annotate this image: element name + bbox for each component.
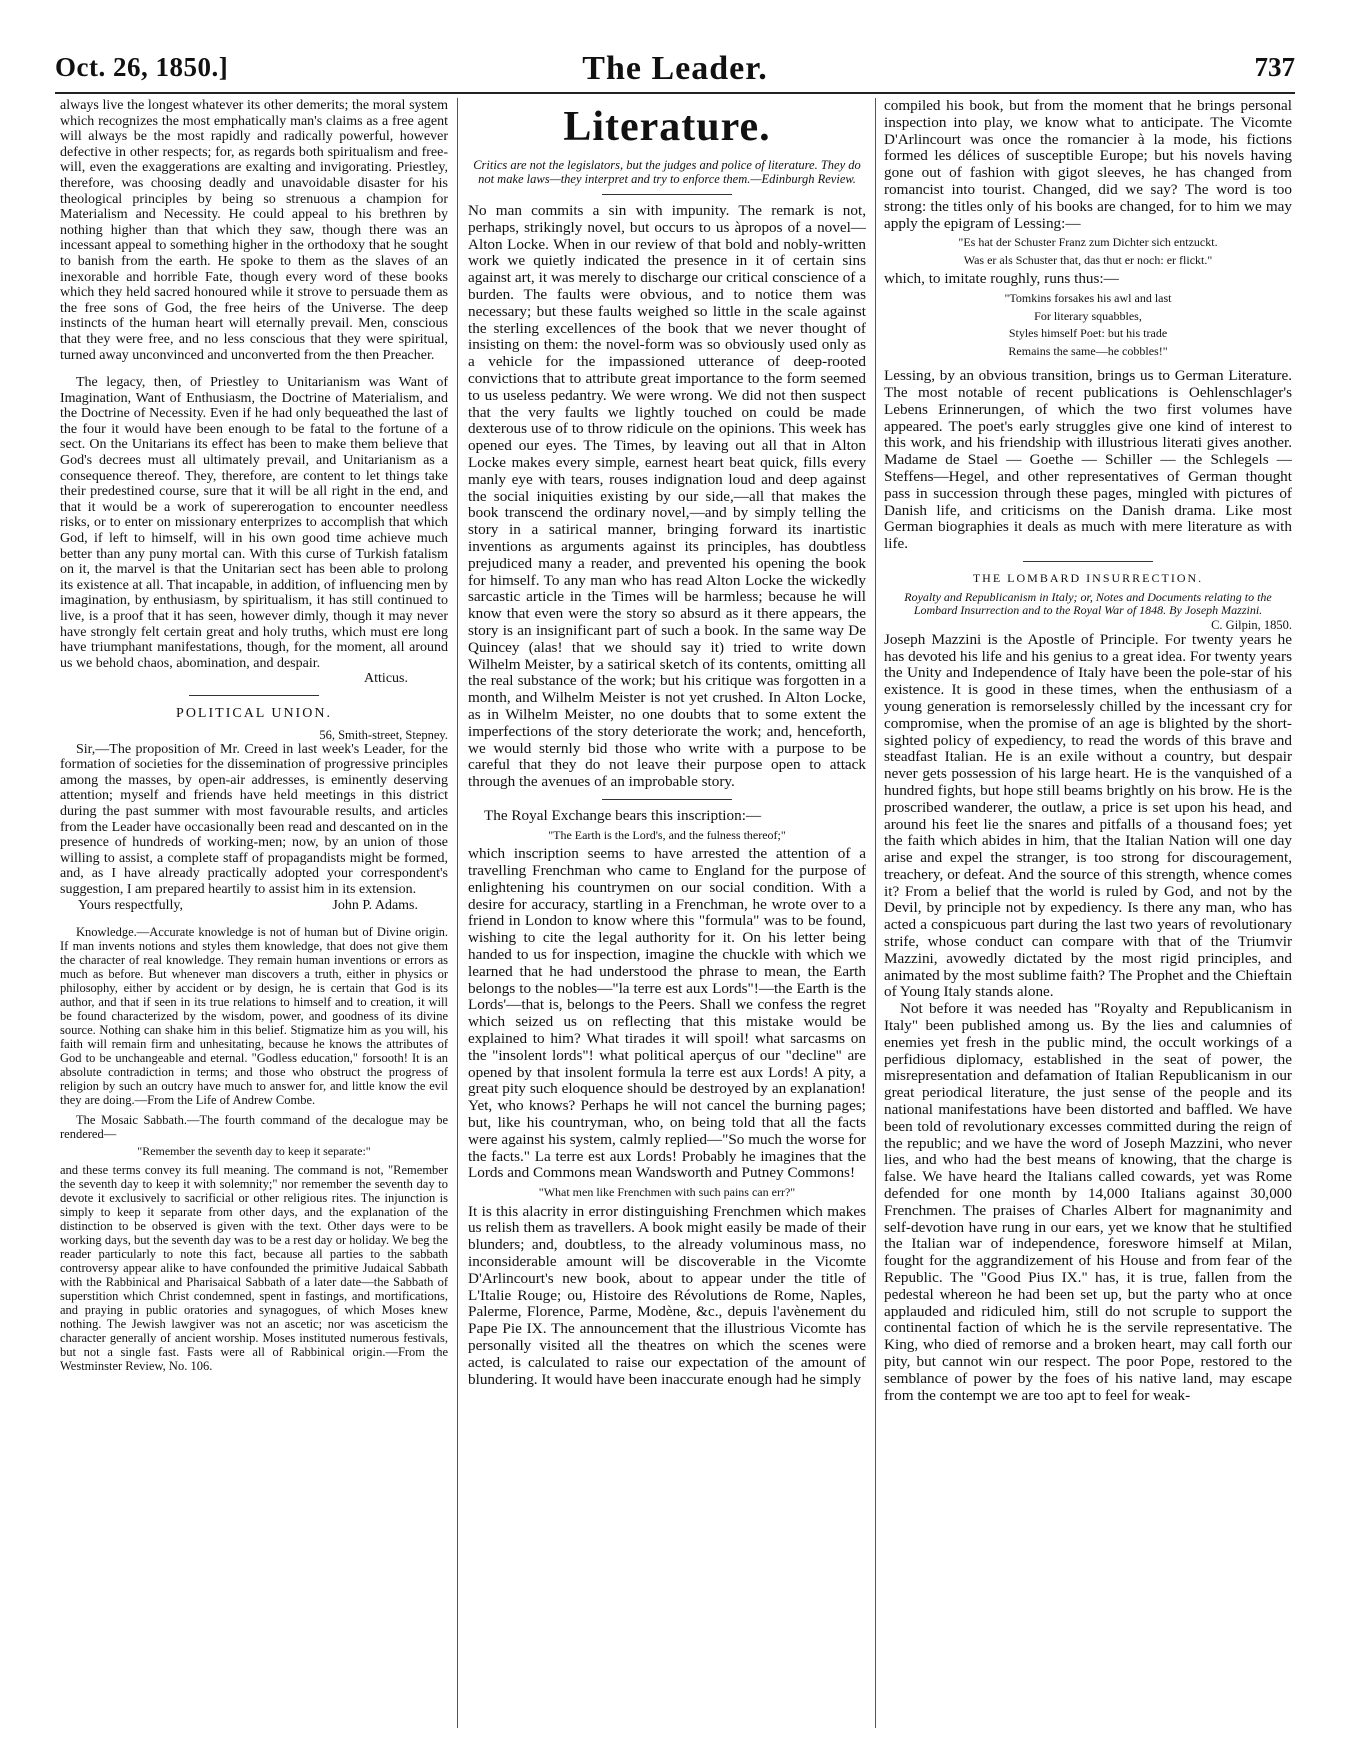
article-paragraph: Not before it was needed has "Royalty and Republicanism in Italy" been published among us. By the lies and calumnies of enemies yet fresh in the public mind, the occult workings of a perfidious diplomacy, established in the seat of power, the misrepresentation and defamation of Italian Republicanism in our great periodical literature, the just sense of the people and its national manifestations have been distorted and baffled. We have been told of revolutionary excesses committed during the reign of the republic; and we have the word of Joseph Mazzini, who never lies, and who had the best means of knowing, that the charge is false. We have heard the Italians called cowards, yet was Rome defended for one month by 14,000 Italians against 30,000 Frenchmen. The praises of Charles Albert for magnanimity and self-devotion have rung in our ears, yet we know that he stultified the Italian war of independence, foreswore himself at Milan, fought for the aggrandizement of his House and from fear of the Republic. The "Good Pius IX." has, it is true, fallen from the pedestal whereon he had been set up, but the party who at once applauded and ridiculed him, still do not scruple to support the continental faction of which he is the servile representative. The King, who died of remorse and a broken heart, may call forth our pity, but cannot win our respect. The poor Pope, restored to the semblance of power by the foes of his native land, may escape from the contempt we are too apt to feel for weak- <box>884 1000 1292 1404</box>
article-paragraph: compiled his book, but from the moment that he brings personal inspection into play, we know what to anticipate. The Vicomte D'Arlincourt was once the romancier à la mode, his fictions formed les délices of susceptible Europe; but his novels having gone out of fashion with gigot sleeves, he has changed from romancist into tourist. Changed, did we say? The word is too strong: the titles only of his books are changed, for to him we may apply the epigram of Lessing:— <box>884 98 1292 232</box>
article-paragraph: The Royal Exchange bears this inscription:— <box>484 806 762 824</box>
article-paragraph: No man commits a sin with impunity. The remark is not, perhaps, strikingly novel, but occurs to us àpropos of a novel—Alton Locke. When in our review of that bold and nobly-written work we quietly indicated the presence in it of certain sins against art, it was merely to discharge our critical conscience of a burden. The faults were obvious, and to notice them was necessary; but these faults weighed so little in the scale against the sterling excellences of the book that we never thought of insisting on them: the novel-form was so obviously used only as a vehicle for the impassioned utterance of deep-rooted convictions that to attribute great importance to the form seemed to us useless pedantry. We were wrong. We did not then suspect that the very faults we lightly touched on could be made dexterous use of to throw ridicule on the opinions. This week has opened our eyes. The Times, by leaving out all that in Alton Locke makes every simple, earnest heart beat quick, fills every manly eye with tears, rouses indignation loud and deep against the social iniquities existing by our side,—all that makes the book transcend the ordinary novel,—and by simply telling the story in a satirical manner, bringing forward its inartistic inventions as arguments against its principles, has doubtless prejudiced many a reader, and prevented his opening the book for himself. To any man who has read Alton Locke the wickedly sarcastic article in the Times will be harmless; because he will know that even were the story so absurd as it there appears, the story is an insignificant part of such a book. In the same way De Quincey (alas! that we should say it) tried to write down Wilhelm Meister, by a satirical sketch of its contents, omitting all the real substance of the work; but his critique was forgotten in a month, and Wilhelm Meister is not yet crushed. In Alton Locke, as in Wilhelm Meister, no one doubts that to some extent the imperfections of the story deteriorate the work; and, henceforth, we would sternly bid those who write with a purpose to be careful that they do not leave their purpose open to attack through the avenues of an improbable story. <box>468 202 866 791</box>
german-epigram-line: Was er als Schuster that, das thut er noch: er flickt." <box>963 252 1213 267</box>
article-paragraph: which inscription seems to have arrested the attention of a travelling Frenchman who came to England for the purpose of enlightening his countrymen on our social condition. With a desire for accuracy, startling in a Frenchman, he wrote over to a friend in London to know where this "formula" was to be found, wishing to cite the legal authority for it. On his letter being handed to us for inspection, imagine the chuckle with which we learned that he had understood the phrase to mean, the Earth belongs to the nobles—"la terre est aux Lords"!—the Earth is the Lords'—that is, belongs to the Peers. Shall we confess the regret which seized us on reflecting that this mistake would be explained to him? What tirades it will spoil! what sarcasms on the "insolent lords"! what political aperçus of our "decline" are opened by that insolent formula la terre est aux Lords! A pity, a great pity such eloquence should be destroyed by an explanation! Yet, who knows? Perhaps he will not cancel the burning pages; but, like his countryman, who, on being told that all the facts were against his system, calmly replied—"So much the worse for the facts." La terre est aux Lords! Probably he imagines that the Lords and Commons mean Wandsworth and Putney Commons! <box>468 845 866 1182</box>
newspaper-title: The Leader. <box>582 50 768 87</box>
article-paragraph: which, to imitate roughly, runs thus:— <box>884 270 1119 288</box>
section-rule <box>602 194 732 195</box>
verse-line: Styles himself Poet: but his trade <box>1008 326 1168 341</box>
article-paragraph: Lessing, by an obvious transition, brings us to German Literature. The most notable of recent publications is Oehlenschlager's Lebens Erinnerungen, of which the two first volumes have appeared. The poet's early struggles give one kind of interest to this work, and his friendship with illustrious literati gives another. Madame de Stael — Goethe — Schiller — the Schlegels — Steffens—Hegel, and other representatives of German thought pass in succession through these pages, mingled with pictures of Danish life, and criticisms on the Danish drama. Like most German biographies it deals as much with mere literature as with life. <box>884 367 1292 553</box>
issue-date: Oct. 26, 1850.] <box>55 52 229 82</box>
sabbath-intro: The Mosaic Sabbath.—The fourth command of the decalogue may be rendered— <box>60 1113 448 1142</box>
verse-line: For literary squabbles, <box>1034 308 1142 323</box>
inscription-quote: "The Earth is the Lord's, and the fulness thereof;" <box>548 827 786 842</box>
verse-line: Remains the same—he cobbles!" <box>1008 343 1168 358</box>
review-publisher: C. Gilpin, 1850. <box>1211 617 1292 632</box>
section-rule <box>1023 561 1153 562</box>
letter-closing: Yours respectfully, <box>78 897 183 913</box>
column-3 <box>884 98 1292 1728</box>
column-2 <box>468 98 866 1728</box>
header-rule <box>55 92 1295 94</box>
letter-signer: John P. Adams. <box>332 897 418 913</box>
section-heading: POLITICAL UNION. <box>176 705 332 721</box>
german-epigram-line: "Es hat der Schuster Franz zum Dichter sich entzuckt. <box>958 235 1218 250</box>
review-book-title: Royalty and Republicanism in Italy; or, Notes and Documents relating to the Lombard Insurrection and to the Royal War of 1848. By Joseph Mazzini. <box>904 589 1272 618</box>
article-paragraph: always live the longest whatever its other demerits; the moral system which recognizes the most emphatically man's claims as a free agent will always be the most rapidly and radically powerful, however defective in other respects; for, as regards both spiritualism and free-will, even the exaggerations are exalting and invigorating. Priestley, therefore, was choosing deadly and unavoidable disaster for his theological principles by being so strenuous a champion for Materialism and Necessity. He could appeal to his brethren by nothing higher than that which they saw, though there was an incessant appeal to something higher in the orthodoxy that he sought to banish from the earth. He spoke to them as the slaves of an inexorable and horrible Fate, though every word of these books which they held sacred honoured while it strove to persuade them as the free sons of God, the free heirs of the Universe. The deep instincts of the human heart will eternally prevail. Men, conscious that they were free, and no less conscious that they were spiritual, turned away unconvinced and unconverted from the then Preacher. <box>60 98 448 363</box>
review-heading: THE LOMBARD INSURRECTION. <box>972 570 1204 585</box>
page-number: 737 <box>1254 52 1295 82</box>
letter-address: 56, Smith-street, Stepney. <box>319 727 448 742</box>
column-divider <box>457 98 458 1728</box>
verse-line: "Tomkins forsakes his awl and last <box>1004 291 1172 306</box>
sabbath-paragraph: and these terms convey its full meaning. The command is not, "Remember the seventh day to keep it with solemnity;" nor remember the seventh day to devote it exclusively to sacrificial or other religious rites. The injunction is simply to keep it separate from other days, and the explanation of the distinction to be observed is given with the text. Other days were to be working days, but the seventh day was to be a rest day or holiday. We beg the reader particularly to note this fact, because all parties to the sabbath controversy appear alike to have confounded the primitive Judaical Sabbath with the Rabbinical and Pharisaical Sabbath of a later date—the Sabbath of superstition which Christ condemned, spent in fastings, and mortifications, and praying in public oratories and synagogues, of which Moses knew nothing. The Jewish lawgiver was not an ascetic; nor was asceticism the character generally of ancient worship. Moses instituted numerous festivals, but not a single fast. Fasts were all of Rabbinical origin.—From the Westminster Review, No. 106. <box>60 1162 448 1373</box>
epigraph: Critics are not the legislators, but the judges and police of literature. They do not make laws—they interpret and try to enforce them.—Edinburgh Review. <box>473 158 861 186</box>
article-paragraph: It is this alacrity in error distinguishing Frenchmen which makes us relish them as travellers. A book might easily be made of their blunders; and, doubtless, to the already voluminous mass, no inconsiderable amount will be discoverable in the Vicomte D'Arlincourt's new book, about to appear under the title of L'Italie Rouge; ou, Histoire des Révolutions de Rome, Naples, Palerme, Florence, Parme, Modène, &c., depuis l'avènement du Pape Pie IX. The announcement that the illustrious Vicomte has personally visited all the theatres on which the scenes were acted, is calculated to raise our expectation of the amount of blundering. It would have been inaccurate enough had he simply <box>468 1202 866 1388</box>
knowledge-paragraph: Knowledge.—Accurate knowledge is not of human but of Divine origin. If man invents notions and styles them knowledge, that does not give them the character of real knowledge. They remain human inventions or errors as much as before. But whenever man discovers a truth, either in physics or philosophy, either by accident or by design, he is certain that God is its author, and that if seen in its true relations to himself and to creation, it will be found characterized by the wisdom, power, and goodness of its divine source. Nothing can shake him in this belief. Stigmatize him as you will, his faith will remain firm and unhesitating, because he knows the attributes of God to be unchangeable and eternal. "Godless education," forsooth! It is an absolute contradiction in terms; and those who obstruct the progress of religion by such an outcry have much to answer for, and little know the evil they are doing.—From the Life of Andrew Combe. <box>60 925 448 1108</box>
section-rule <box>189 695 319 696</box>
section-title: Literature. <box>563 104 771 150</box>
article-paragraph: The legacy, then, of Priestley to Unitarianism was Want of Imagination, Want of Enthusiasm, the Doctrine of Materialism, and the Doctrine of Necessity. Even if he had only bequeathed the last of the four it would have been enough to be fatal to the fortune of a sect. On the Unitarians its effect has been to make them believe that God's decrees must all ultimately prevail, and Unitarianism as a consequence thereof. They, therefore, are content to let things take their predestined course, sure that it will be all right in the end, and that it would be a work of supererogation to encounter needless risks, or to enter on missionary enterprizes to accomplish that which God, if left to himself, will in his own good time achieve much better than any puny mortal can. With this curse of Turkish fatalism on it, the marvel is that the Unitarian sect has been able to prolong its existence at all. That incapable, in addition, of influencing men by imagination, by enthusiasm, by spiritualism, it has still continued to live, is a proof that it has seen, however dimly, though it may never have strongly felt certain great and holy truths, which must ere long have triumphant manifestations, though, for the moment, all around us we behold chaos, abomination, and despair. <box>60 375 448 671</box>
column-divider <box>875 98 876 1728</box>
letter-body: Sir,—The proposition of Mr. Creed in last week's Leader, for the formation of societies for the dissemination of progressive principles among the masses, by open-air addresses, is eminently deserving attention; myself and friends have held meetings in this district during the past summer with most favourable results, and articles from the Leader have occasionally been read and descanted on in the presence of hundreds of working-men; now, by an union of those willing to assist, a complete staff of propagandists might be formed, and, as I have already practically adopted your correspondent's suggestion, I am prepared heartily to assist him in its extension. <box>60 741 448 897</box>
sabbath-quote: "Remember the seventh day to keep it separate:" <box>137 1144 371 1159</box>
article-paragraph: Joseph Mazzini is the Apostle of Principle. For twenty years he has devoted his life and his genius to a great idea. For twenty years the Unity and Independence of Italy have been the pole-star of his existence. It is good in these times, when the enthusiasm of a young generation is remorselessly chilled by the incessant cry for compromise, when the promise of an age is blighted by the short-sighted policy of expediency, to read the words of this brave and steadfast Italian. He is an exile without a country, but despair never gets possession of his large heart. He is the vanquished of a hundred fights, but hope still beams brightly on his brow. He is the proscribed wanderer, the outlaw, a price is set upon his head, and around his feet lie the snares and pitfalls of a thousand foes; yet the faith which abides in him, that the Italian Nation will one day arise and expel the stranger, is too strong for discouragement, treachery, or defeat. And the source of this strength, whence comes it? From a belief that the world is ruled by God, and not by the Devil, by principle not by expediency. Is there any man, who has acted a conspicuous part during the last two years of revolutionary strife, whose conduct can compare with that of the Triumvir Mazzini, avowedly dictated by the most rigid principles, and animated by the most sublime faith? The Prophet and the Chieftain of Young Italy stands alone. <box>884 630 1292 1001</box>
column-1 <box>60 98 448 1728</box>
verse-quote: "What men like Frenchmen with such pains can err?" <box>538 1185 796 1200</box>
section-rule <box>602 799 732 800</box>
masthead <box>55 50 1295 98</box>
author-signature: Atticus. <box>364 671 408 687</box>
